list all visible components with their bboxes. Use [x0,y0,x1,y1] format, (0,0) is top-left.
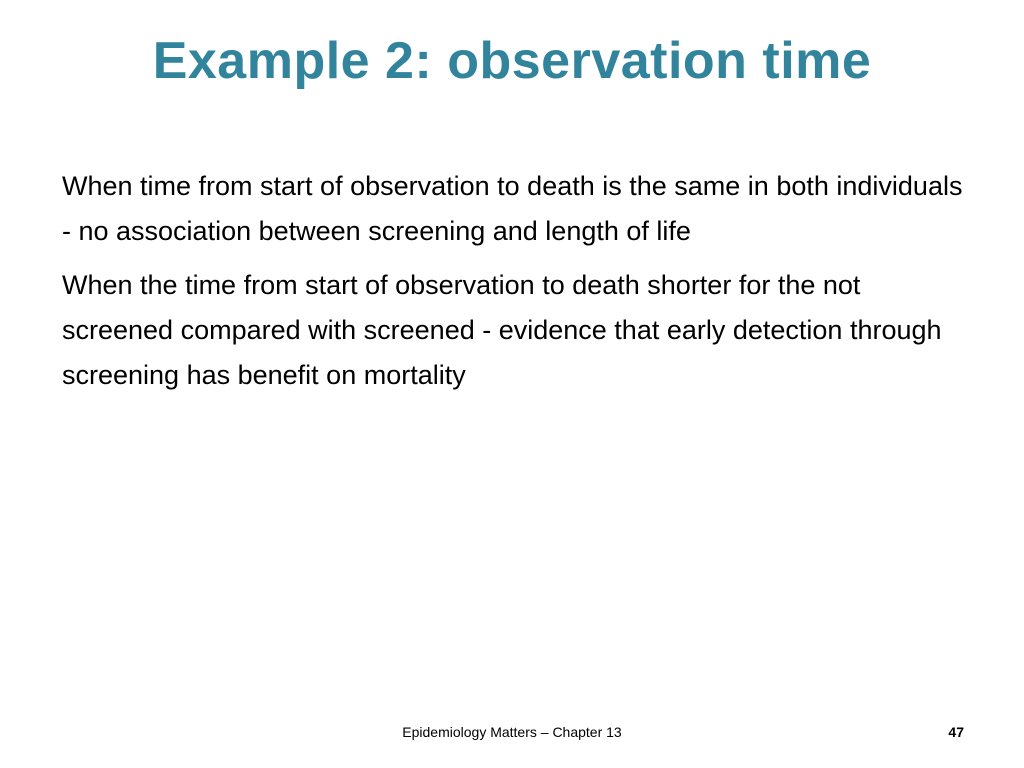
slide-body [62,164,972,407]
page-number: 47 [948,724,964,740]
slide-title: Example 2: observation time [152,32,872,90]
footer-text: Epidemiology Matters – Chapter 13 [402,724,622,740]
body-paragraph-2: When the time from start of observation to death shorter for the not screened compared with screened - evidence that early detection through screening has benefit on mortality [62,270,942,390]
body-paragraph-1: When time from start of observation to death is the same in both individuals - no association between screening and length of life [62,171,963,246]
